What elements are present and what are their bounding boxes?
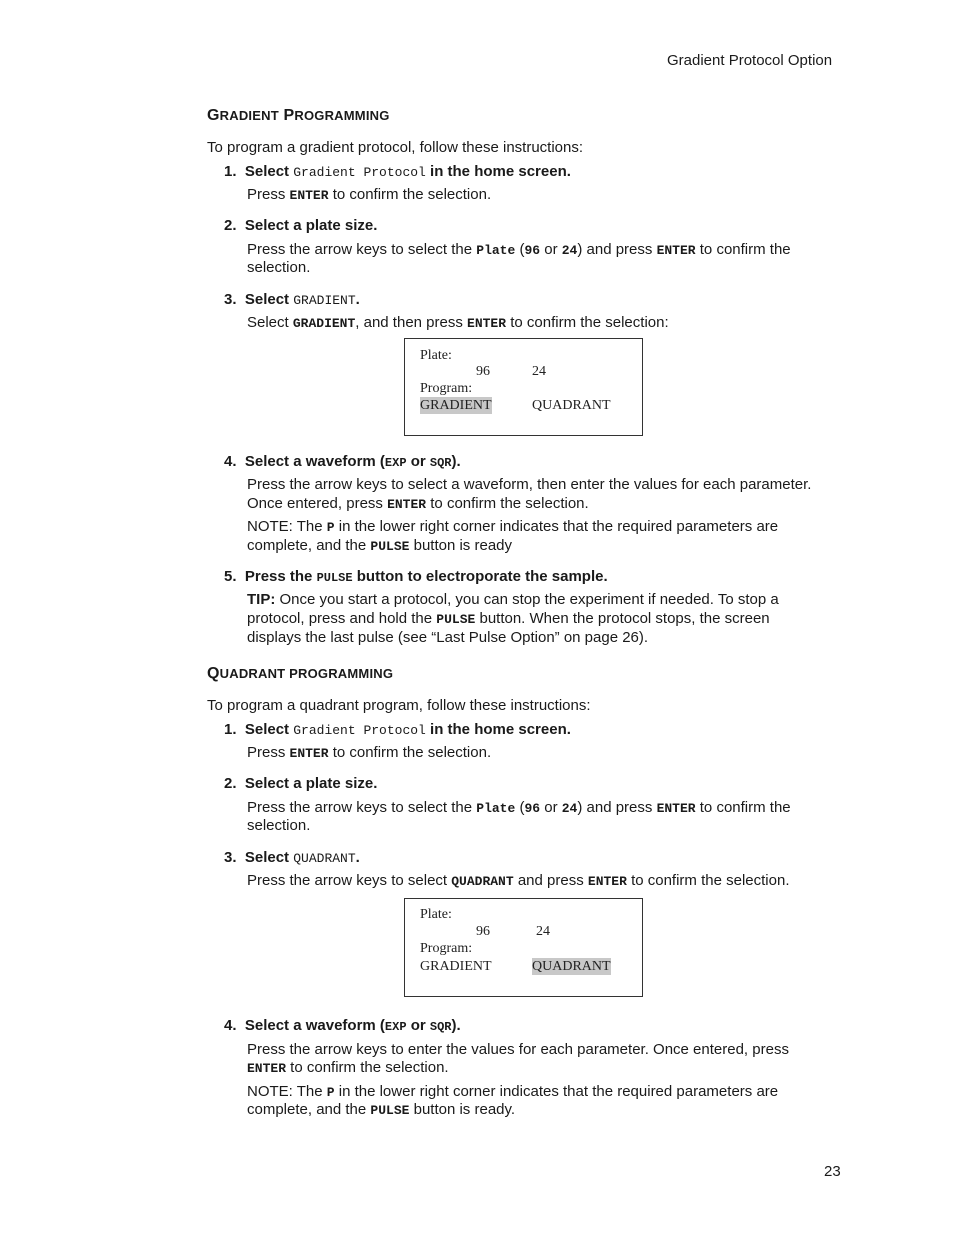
gradient-step-2-heading: 2. Select a plate size. bbox=[224, 217, 378, 234]
screen-option-gradient-highlighted: GRADIENT bbox=[420, 398, 492, 413]
gradient-step-5-tip-line1: TIP: Once you start a protocol, you can stop the experiment if needed. To stop a bbox=[247, 591, 779, 608]
screen-option-96: 96 bbox=[476, 364, 490, 379]
gradient-step-1-heading: 1. Select Gradient Protocol in the home screen. bbox=[224, 163, 571, 180]
gradient-step-3-heading: 3. Select GRADIENT. bbox=[224, 291, 360, 308]
screen-program-label: Program: bbox=[420, 941, 473, 956]
gradient-step-3-body: Select GRADIENT, and then press ENTER to confirm the selection: bbox=[247, 314, 669, 331]
device-screen-gradient-selected bbox=[404, 338, 643, 436]
gradient-step-5-heading: 5. Press the PULSE button to electroporate the sample. bbox=[224, 568, 608, 585]
screen-option-24: 24 bbox=[536, 924, 550, 939]
page-number: 23 bbox=[824, 1163, 841, 1180]
quadrant-step-3-heading: 3. Select QUADRANT. bbox=[224, 849, 360, 866]
screen-option-96: 96 bbox=[476, 924, 490, 939]
quadrant-step-1-body: Press ENTER to confirm the selection. bbox=[247, 744, 492, 761]
gradient-step-5-tip-line3: displays the last pulse (see “Last Pulse Option” on page 26). bbox=[247, 629, 649, 646]
quadrant-step-2-body-line2: selection. bbox=[247, 817, 311, 834]
quadrant-step-4-body-line1: Press the arrow keys to enter the values for each parameter. Once entered, press bbox=[247, 1041, 789, 1058]
gradient-step-4-heading: 4. Select a waveform (EXP or SQR). bbox=[224, 453, 461, 470]
gradient-step-2-body-line2: selection. bbox=[247, 259, 311, 276]
screen-option-quadrant-highlighted: QUADRANT bbox=[532, 959, 611, 974]
gradient-step-4-note-line1: NOTE: The P in the lower right corner indicates that the required parameters are bbox=[247, 518, 779, 535]
screen-plate-label: Plate: bbox=[420, 348, 452, 363]
quadrant-intro: To program a quadrant program, follow these instructions: bbox=[207, 697, 591, 714]
quadrant-step-1-heading: 1. Select Gradient Protocol in the home screen. bbox=[224, 721, 571, 738]
gradient-step-2-body-line1: Press the arrow keys to select the Plate (96 or 24) and press ENTER to confirm the bbox=[247, 241, 791, 258]
device-screen-quadrant-selected bbox=[404, 898, 643, 997]
gradient-intro: To program a gradient protocol, follow these instructions: bbox=[207, 139, 584, 156]
running-header: Gradient Protocol Option bbox=[667, 52, 833, 69]
screen-program-label: Program: bbox=[420, 381, 473, 396]
gradient-step-5-tip-line2: protocol, press and hold the PULSE button. When the protocol stops, the screen bbox=[247, 610, 770, 627]
gradient-step-4-note-line2: complete, and the PULSE button is ready bbox=[247, 537, 512, 554]
gradient-step-1-body: Press ENTER to confirm the selection. bbox=[247, 186, 492, 203]
quadrant-step-4-note-line1: NOTE: The P in the lower right corner indicates that the required parameters are bbox=[247, 1083, 779, 1100]
quadrant-step-3-body: Press the arrow keys to select QUADRANT and press ENTER to confirm the selection. bbox=[247, 872, 790, 889]
gradient-step-4-body-line1: Press the arrow keys to select a waveform, then enter the values for each parameter. bbox=[247, 476, 812, 493]
quadrant-step-4-heading: 4. Select a waveform (EXP or SQR). bbox=[224, 1017, 461, 1034]
quadrant-step-2-body-line1: Press the arrow keys to select the Plate (96 or 24) and press ENTER to confirm the bbox=[247, 799, 791, 816]
quadrant-step-2-heading: 2. Select a plate size. bbox=[224, 775, 378, 792]
quadrant-step-4-body-line2: ENTER to confirm the selection. bbox=[247, 1059, 449, 1076]
screen-option-gradient: GRADIENT bbox=[420, 959, 492, 974]
section-title-gradient-programming: GRADIENT PROGRAMMING bbox=[207, 107, 390, 124]
screen-option-24: 24 bbox=[532, 364, 546, 379]
gradient-step-4-body-line2: Once entered, press ENTER to confirm the selection. bbox=[247, 495, 589, 512]
section-title-quadrant-programming: QUADRANT PROGRAMMING bbox=[207, 665, 394, 682]
screen-plate-label: Plate: bbox=[420, 907, 452, 922]
quadrant-step-4-note-line2: complete, and the PULSE button is ready. bbox=[247, 1101, 516, 1118]
screen-option-quadrant: QUADRANT bbox=[532, 398, 611, 413]
